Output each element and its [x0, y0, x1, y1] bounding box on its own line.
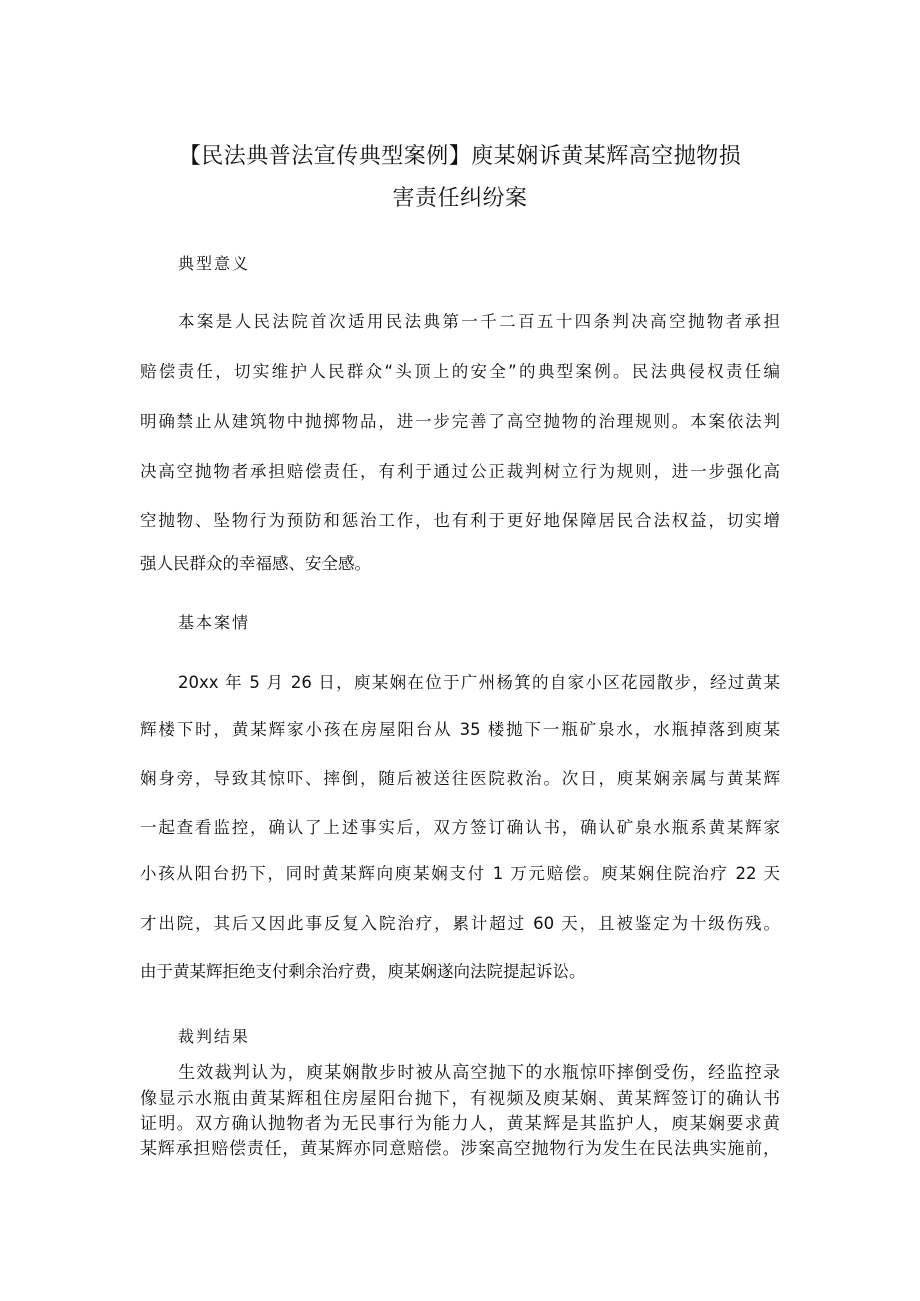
paragraph-line: 小孩从阳台扔下，同时黄某辉向庾某娴支付 1 万元赔偿。庾某娴住院治疗 22 天 — [140, 864, 780, 883]
paragraph-line: 像显示水瓶由黄某辉租住房屋阳台抛下，有视频及庾某娴、黄某辉签订的确认书 — [140, 1089, 780, 1109]
document-title-line-1: 【民法典普法宣传典型案例】庾某娴诉黄某辉高空抛物损 — [178, 144, 742, 169]
paragraph-line: 空抛物、坠物行为预防和惩治工作，也有利于更好地保障居民合法权益，切实增 — [140, 511, 780, 530]
paragraph-line: 赔偿责任，切实维护人民群众“头顶上的安全”的典型案例。民法典侵权责任编 — [140, 362, 780, 381]
paragraph-line: 本案是人民法院首次适用民法典第一千二百五十四条判决高空抛物者承担 — [178, 312, 780, 331]
section-heading-significance: 典型意义 — [178, 254, 251, 273]
paragraph-line: 才出院，其后又因此事反复入院治疗，累计超过 60 天，且被鉴定为十级伤残。 — [140, 914, 780, 933]
paragraph-line: 决高空抛物者承担赔偿责任，有利于通过公正裁判树立行为规则，进一步强化高 — [140, 462, 780, 481]
paragraph-line: 娴身旁，导致其惊吓、摔倒，随后被送往医院救治。次日，庾某娴亲属与黄某辉 — [140, 769, 780, 788]
paragraph-line: 20xx 年 5 月 26 日，庾某娴在位于广州杨箕的自家小区花园散步，经过黄某 — [178, 673, 780, 692]
section-heading-facts: 基本案情 — [178, 613, 251, 632]
paragraph-line: 生效裁判认为，庾某娴散步时被从高空抛下的水瓶惊吓摔倒受伤，经监控录 — [178, 1063, 780, 1083]
paragraph-line: 一起查看监控，确认了上述事实后，双方签订确认书，确认矿泉水瓶系黄某辉家 — [140, 818, 780, 837]
paragraph-line: 强人民群众的幸福感、安全感。 — [140, 554, 371, 573]
document-title-line-2: 害责任纠纷案 — [392, 186, 528, 211]
paragraph-line: 明确禁止从建筑物中抛掷物品，进一步完善了高空抛物的治理规则。本案依法判 — [140, 412, 780, 431]
paragraph-line: 证明。双方确认抛物者为无民事行为能力人，黄某辉是其监护人，庾某娴要求黄 — [140, 1114, 780, 1134]
section-heading-judgment: 裁判结果 — [178, 1027, 251, 1046]
paragraph-line: 辉楼下时，黄某辉家小孩在房屋阳台从 35 楼抛下一瓶矿泉水，水瓶掉落到庾某 — [140, 720, 780, 739]
paragraph-line: 某辉承担赔偿责任，黄某辉亦同意赔偿。涉案高空抛物行为发生在民法典实施前， — [140, 1139, 780, 1159]
paragraph-line: 由于黄某辉拒绝支付剩余治疗费，庾某娴遂向法院提起诉讼。 — [140, 962, 586, 981]
